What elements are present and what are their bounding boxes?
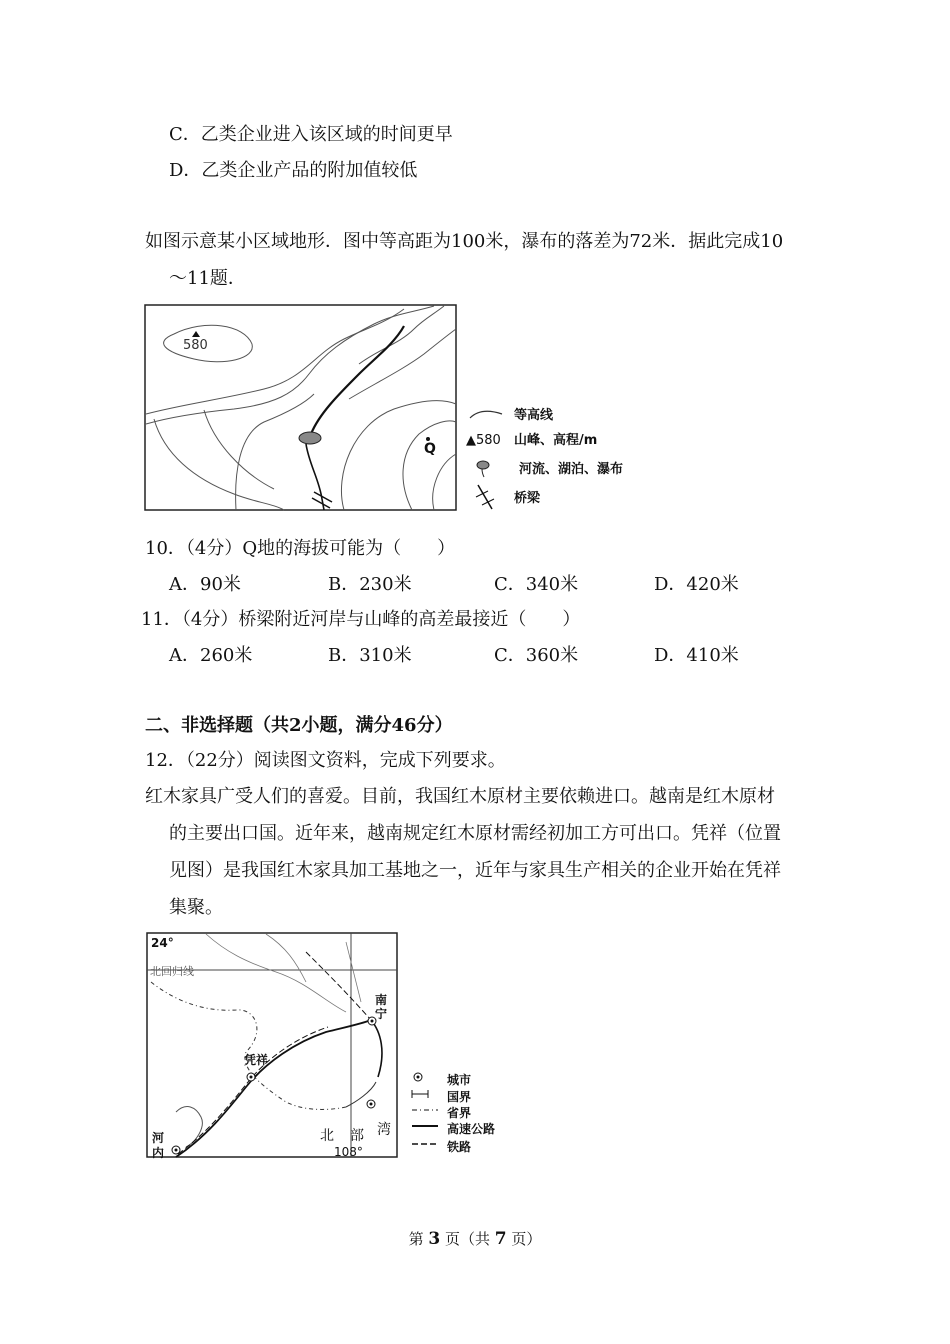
legend-provincial-border: 省界 — [447, 1106, 472, 1120]
q10-option-d: D．420米 — [654, 574, 739, 595]
q12-para-line-1: 红木家具广受人们的喜爱。目前，我国红木原材主要依赖进口。越南是红木原材 — [145, 786, 775, 807]
city-hanoi-2: 内 — [152, 1146, 165, 1160]
legend-national-border: 国界 — [447, 1090, 472, 1104]
contour-legend-icon — [468, 408, 504, 422]
q11-option-b: B．310米 — [328, 645, 412, 666]
city-pingxiang: 凭祥 — [244, 1053, 269, 1067]
expressway-legend-icon — [410, 1121, 440, 1131]
footer-total-pages: 7 — [494, 1229, 507, 1249]
latitude-label: 24° — [151, 936, 174, 950]
topographic-map — [144, 304, 644, 514]
point-q-marker — [425, 436, 431, 442]
legend-railway: 铁路 — [447, 1140, 472, 1154]
option-c: C．乙类企业进入该区域的时间更早 — [169, 124, 453, 145]
q11-option-d: D．410米 — [654, 645, 739, 666]
q12-para-line-2: 的主要出口国。近年来，越南规定红木原材需经初加工方可出口。凭祥（位置 — [169, 823, 781, 844]
railway-legend-icon — [410, 1139, 440, 1149]
bridge-legend-icon — [474, 483, 498, 513]
q12-para-line-3: 见图）是我国红木家具加工基地之一，近年与家具生产相关的企业开始在凭祥 — [169, 860, 781, 881]
legend-contour: 等高线 — [514, 408, 554, 423]
water-legend-icon — [474, 458, 494, 478]
q10-stem: 10．（4分）Q地的海拔可能为（ ） — [145, 538, 456, 559]
q10-option-b: B．230米 — [328, 574, 412, 595]
legend-expressway: 高速公路 — [447, 1122, 496, 1136]
q12-para-line-4: 集聚。 — [169, 897, 223, 918]
q11-option-a: A．260米 — [169, 645, 253, 666]
city-nanning-2: 宁 — [375, 1007, 388, 1021]
page-footer — [0, 1228, 950, 1249]
footer-suffix: 页） — [511, 1230, 542, 1248]
q11-option-c: C．360米 — [494, 645, 579, 666]
national-border-legend-icon — [410, 1088, 440, 1100]
provincial-border-legend-icon — [410, 1105, 440, 1115]
peak-elevation-label: 580 — [183, 338, 208, 353]
footer-prefix: 第 — [408, 1230, 424, 1248]
legend-water: 河流、湖泊、瀑布 — [519, 462, 624, 477]
legend-bridge: 桥梁 — [514, 491, 541, 506]
footer-page-number: 3 — [428, 1229, 441, 1249]
legend-peak-symbol: ▲580 — [466, 433, 501, 448]
point-q-label: Q — [424, 441, 436, 457]
city-nanning-1: 南 — [375, 993, 388, 1007]
city-hanoi-1: 河 — [152, 1131, 165, 1145]
q10-option-a: A．90米 — [169, 574, 241, 595]
gulf-char-3: 湾 — [377, 1122, 391, 1138]
gulf-char-1: 北 — [320, 1128, 334, 1144]
intro-line-2: ～11题． — [169, 268, 246, 289]
q12-stem: 12．（22分）阅读图文资料，完成下列要求。 — [145, 750, 506, 771]
option-d: D．乙类企业产品的附加值较低 — [169, 160, 418, 181]
gulf-char-2: 部 — [350, 1128, 364, 1144]
intro-line-1: 如图示意某小区域地形．图中等高距为100米，瀑布的落差为72米．据此完成10 — [145, 231, 784, 252]
legend-city: 城市 — [447, 1073, 472, 1087]
legend-peak: 山峰、高程/m — [514, 433, 598, 448]
q11-stem: 11．（4分）桥梁附近河岸与山峰的高差最接近（ ） — [141, 609, 581, 630]
footer-mid: 页（共 — [444, 1230, 490, 1248]
q10-option-c: C．340米 — [494, 574, 579, 595]
tropic-label: 北回归线 — [150, 965, 194, 978]
section-2-title: 二、非选择题（共2小题，满分46分） — [145, 715, 453, 736]
longitude-label: 108° — [334, 1145, 363, 1159]
city-legend-icon — [411, 1070, 425, 1084]
